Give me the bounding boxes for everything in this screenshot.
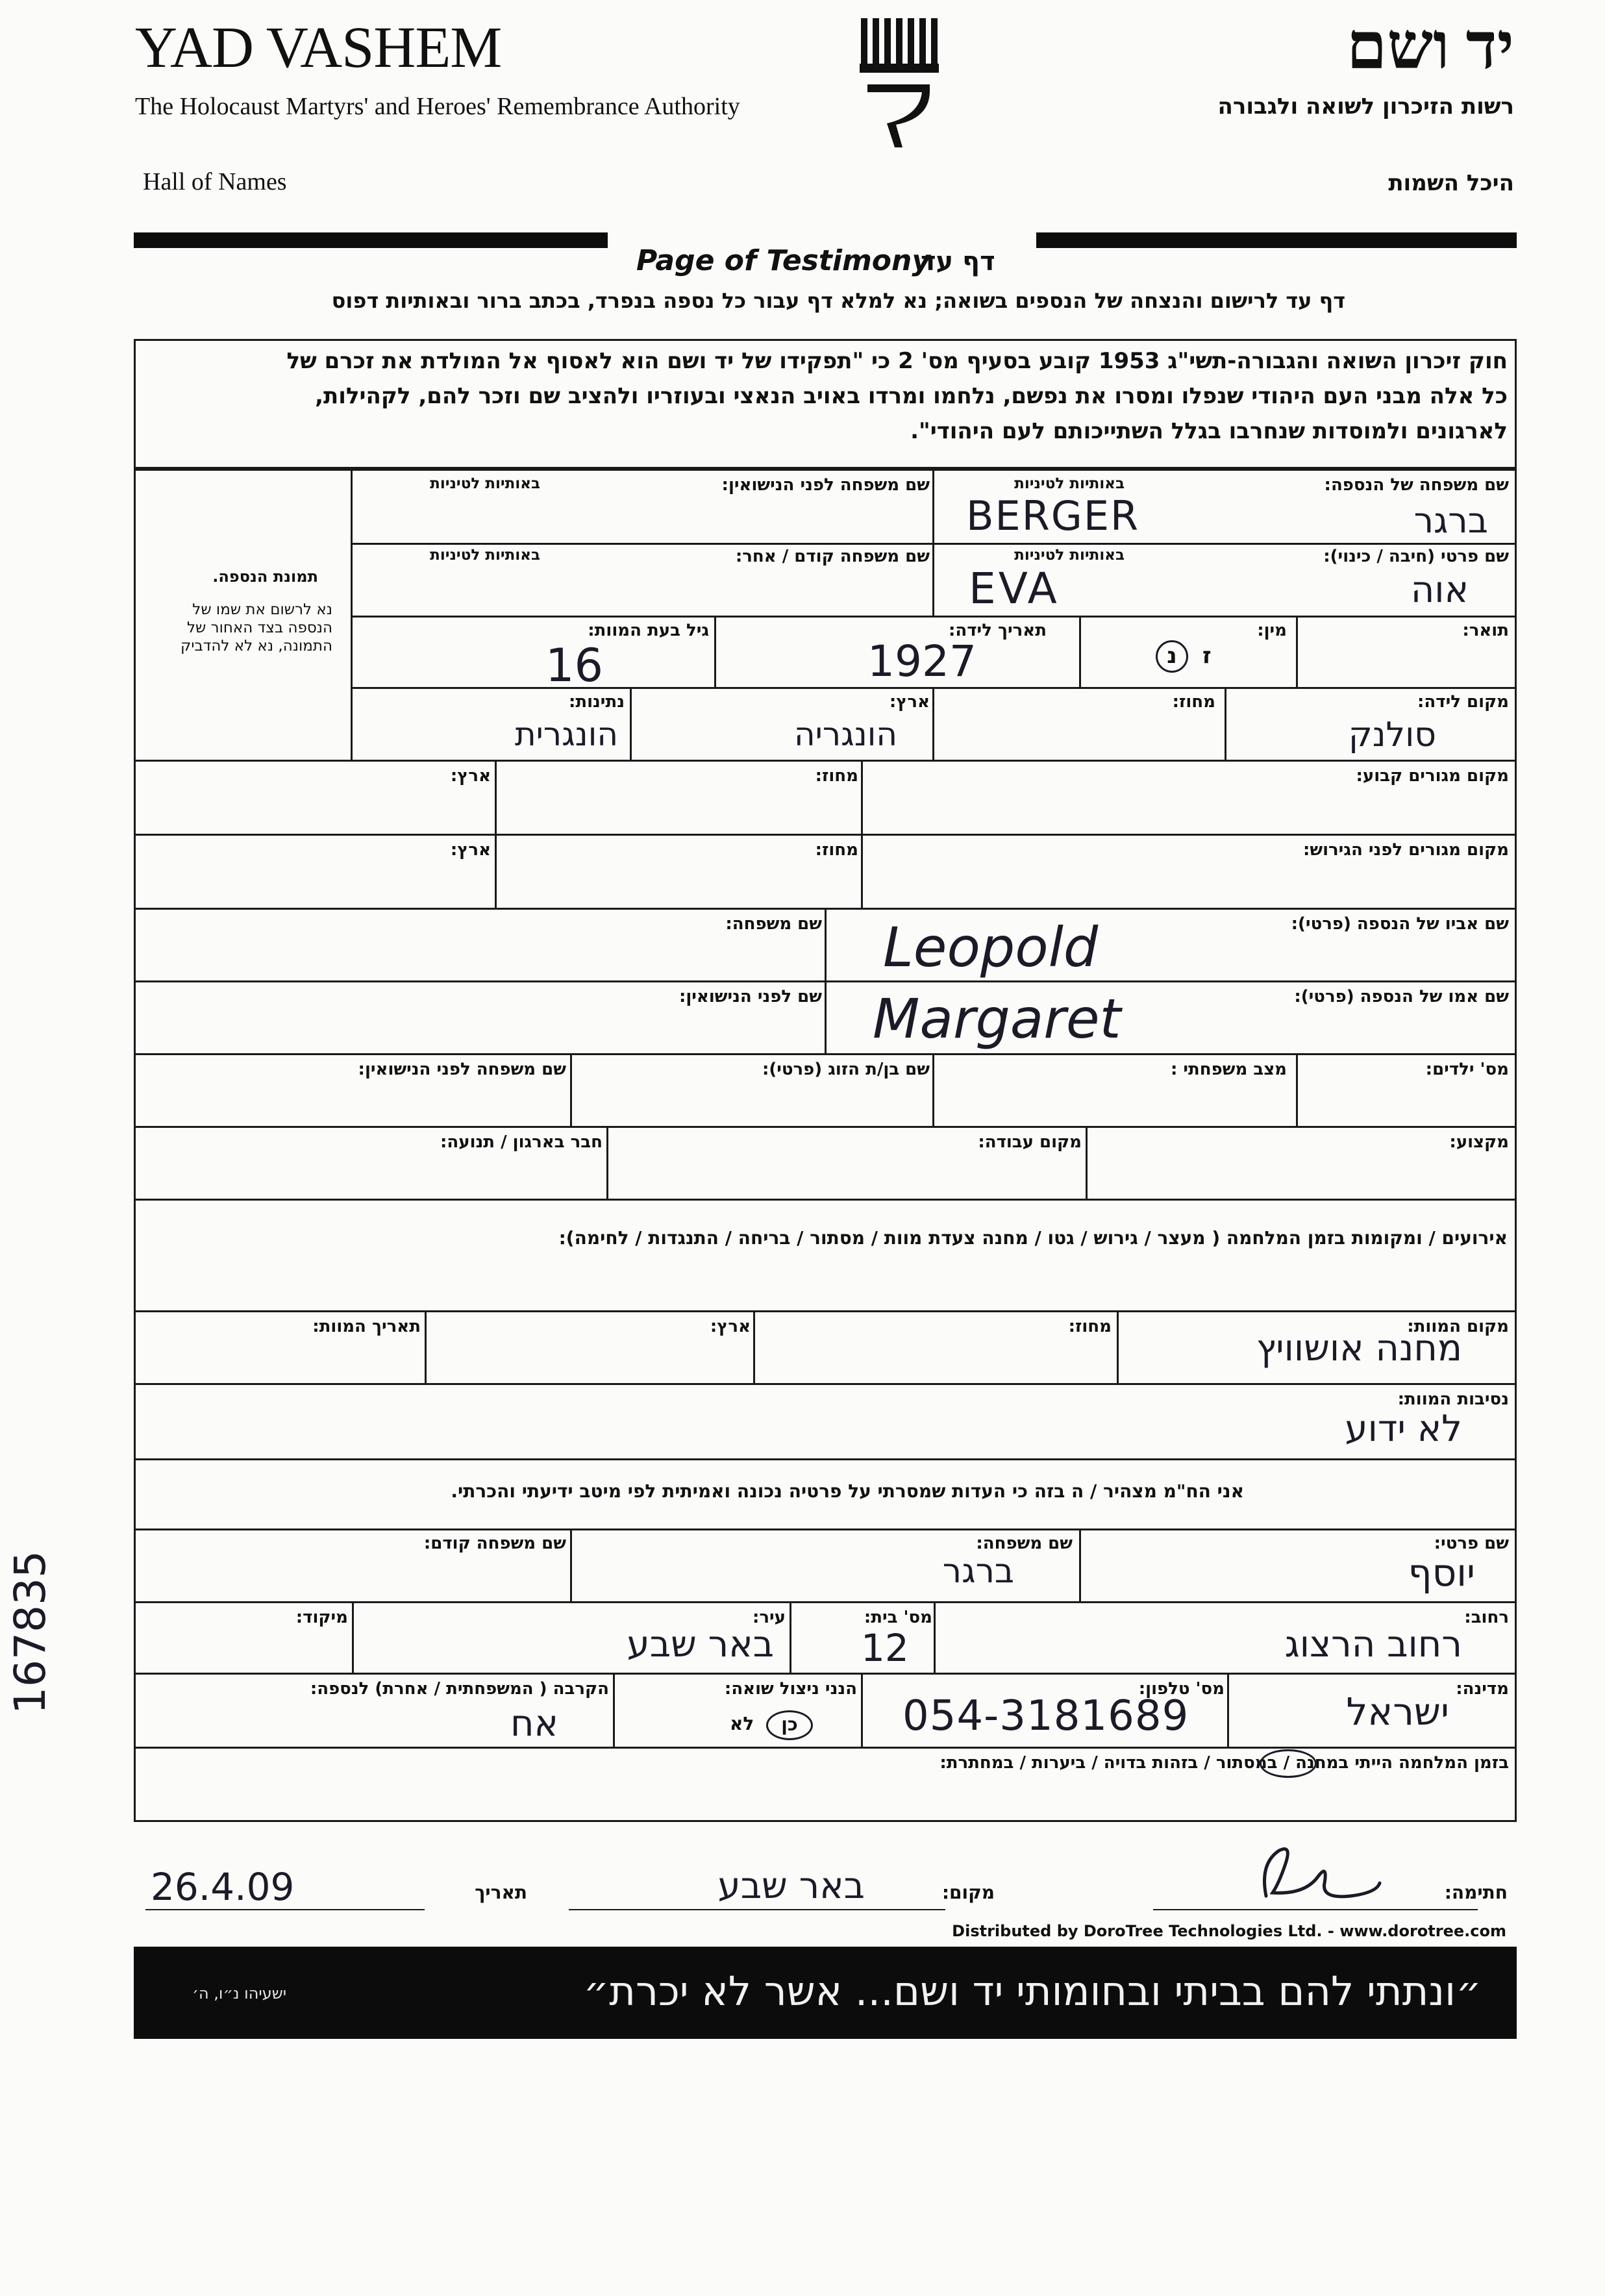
col-line [790,1601,791,1673]
death-circumstances-value[interactable]: לא ידוע [1345,1408,1462,1450]
submitter-prev-name-label: שם משפחה קודם: [423,1534,566,1553]
row-line [134,1199,1517,1201]
photo-box-note: התמונה, נא לא להדביק [180,638,332,655]
col-line [606,1126,608,1199]
col-line [861,760,863,908]
victim-surname-label: שם משפחה של הנספה: [1324,475,1509,495]
authority-name-en: The Holocaust Martyrs' and Heroes' Remembrance Authority [135,93,740,120]
org-name-en: YAD VASHEM [135,16,502,80]
age-at-death-value[interactable]: 16 [545,639,604,692]
col-line [932,1053,934,1126]
col-line [932,687,934,760]
first-name-label: שם פרטי (חיבה / כינוי): [1323,547,1509,566]
wartime-events-label: אירועים / ומקומות בזמן המלחמה ( מעצר / גירוש / גטו / מחנה צעדת מוות / מסתור / בריחה / התנגדות / לחימה): [558,1227,1508,1249]
death-place-label: מקום המוות: [1407,1317,1509,1336]
victim-surname-latin[interactable]: BERGER [966,492,1140,540]
row-line [134,1383,1517,1385]
page-title-he: דף עד [921,247,995,277]
hall-of-names-en: Hall of Names [143,168,287,195]
col-line [1079,616,1081,687]
latin-letters-label: באותיות לטיניות [1014,547,1125,564]
death-country-label: ארץ: [710,1317,751,1336]
state-label: מדינה: [1456,1679,1509,1699]
spouse-maiden-label: שם משפחה לפני הנישואין: [358,1060,566,1079]
col-line [613,1673,615,1747]
col-line [352,1601,354,1673]
law-text-line3: לארגונים ולמוסדות שנחרבו בגלל השתייכותם לעם היהודי". [910,418,1508,444]
victim-surname-he[interactable]: ברגר [1413,500,1488,541]
relation-label: הקרבה ( המשפחתית / אחרת) לנספה: [310,1679,609,1699]
city-value[interactable]: באר שבע [627,1623,774,1666]
gender-male-option[interactable]: ז [1202,643,1212,669]
col-line [934,1601,936,1673]
residence-before-label: מקום מגורים לפני הגירוש: [1302,840,1509,860]
signature-label: חתימה: [1444,1882,1508,1903]
sign-date-line [145,1909,425,1910]
submitter-first-name-value[interactable]: יוסף [1408,1551,1475,1595]
margin-archive-number: 167835 [5,1551,55,1714]
house-number-label: מס' בית: [864,1608,932,1627]
death-circumstances-label: נסיבות המוות: [1397,1390,1509,1409]
photo-box-note: נא לרשום את שמו של [192,601,332,618]
col-line [932,469,934,616]
submitter-family-value[interactable]: ברגר [942,1552,1014,1591]
workplace-label: מקום עבודה: [978,1132,1082,1152]
age-at-death-label: גיל בעת המוות: [588,621,709,640]
relation-value[interactable]: אח [510,1703,558,1745]
law-text-line2: כל אלה מבני העם היהודי שנפלו ומסרו את נפשם, נלחמו ומרדו באויב הנאצי ובעוזריו ולהציב שם וזכר להם, לקהילות, [315,383,1508,409]
col-line [1079,1529,1081,1601]
yad-vashem-logo [857,14,948,151]
submitter-family-label: שם משפחה: [976,1534,1073,1553]
phone-label: מס' טלפון: [1138,1679,1225,1699]
sign-date-value[interactable]: 26.4.09 [151,1865,295,1909]
hall-of-names-he: היכל השמות [1388,170,1514,196]
gender-label: מין: [1257,621,1287,640]
col-line [1117,1310,1119,1383]
col-line [1227,1673,1229,1747]
footer-verse: ״ונתתי להם בביתי ובחומותי יד ושם... אשר לא יכרת״ [583,1967,1482,2015]
death-place-value[interactable]: מחנה אושוויץ [1256,1327,1462,1369]
sign-date-label: תאריך [475,1882,527,1903]
sign-place-label: מקום: [941,1882,995,1903]
profession-label: מקצוע: [1449,1132,1509,1152]
state-value[interactable]: ישראל [1346,1690,1449,1734]
photo-box-note: הנספה בצד האחור של [186,619,332,636]
mother-maiden-label: שם לפני הנישואין: [678,987,822,1006]
org-name-he: יד ושם [1346,10,1514,82]
father-name-label: שם אביו של הנספה (פרטי): [1291,914,1509,934]
phone-value[interactable]: 054-3181689 [902,1692,1189,1740]
photo-box-title: תמונת הנספה. [212,568,318,586]
col-line [1086,1126,1088,1199]
signature-mark [1247,1838,1389,1909]
birth-date-label: תאריך לידה: [949,621,1047,640]
signature-line [1153,1909,1478,1910]
title-bar-right [1036,232,1517,248]
birth-year-value[interactable]: 1927 [867,636,977,686]
residence-country-label: ארץ: [450,766,491,786]
birth-country-label: ארץ: [889,692,930,712]
survivor-label: הנני ניצול שואה: [724,1679,857,1699]
birth-country-value[interactable]: הונגריה [794,716,897,753]
col-line [1296,1053,1298,1126]
birth-district-label: מחוז: [1172,692,1215,712]
first-name-latin[interactable]: EVA [969,564,1060,614]
page-title-en: Page of Testimony [636,244,931,277]
birth-place-value[interactable]: סולנק [1348,716,1436,755]
marital-status-label: מצב משפחתי : [1170,1060,1287,1079]
col-line [753,1310,755,1383]
residence-before-district-label: מחוז: [815,840,858,860]
row-line [134,760,1517,762]
distributor-credit: Distributed by DoroTree Technologies Ltd. - www.dorotree.com [952,1922,1506,1940]
war-time-label: בזמן המלחמה הייתי במחנה / במסתור / בזהות בדויה / ביערות / במחתרת: [939,1753,1509,1773]
row-line [134,1601,1517,1603]
nationality-value[interactable]: הונגרית [514,716,618,753]
street-label: רחוב: [1464,1608,1509,1627]
title-label: תואר: [1462,621,1509,640]
residence-before-country-label: ארץ: [450,840,491,860]
col-line [425,1310,427,1383]
row-line [134,1673,1517,1675]
col-line [630,687,632,760]
sign-place-value[interactable]: באר שבע [717,1865,865,1907]
law-text-line1: חוק זיכרון השואה והגבורה-תשי"ג 1953 קובע בסעיף מס' 2 כי "תפקידו של יד ושם הוא לאסוף אל המולדת את זכרם של [286,348,1508,374]
survivor-no-option[interactable]: לא [730,1713,754,1734]
city-label: עיר: [752,1608,786,1627]
row-line [351,616,1517,618]
residence-label: מקום מגורים קבוע: [1356,766,1509,786]
organization-label: חבר בארגון / תנועה: [440,1132,603,1152]
instructions-text: דף עד לרישום והנצחה של הנספים בשואה; נא למלא דף עבור כל נספה בנפרד, בכתב ברור ובאותיות דפוס [331,288,1345,313]
death-district-label: מחוז: [1068,1317,1112,1336]
latin-letters-label: באותיות לטיניות [430,475,540,492]
row-line [134,1458,1517,1460]
father-family-label: שם משפחה: [725,914,822,934]
birth-place-label: מקום לידה: [1417,692,1509,712]
row-line [134,1529,1517,1530]
spouse-name-label: שם בן/ת הזוג (פרטי): [762,1060,930,1079]
survivor-yes-option[interactable]: כן [766,1710,813,1740]
authority-name-he: רשות הזיכרון לשואה ולגבורה [1217,94,1514,119]
sign-place-line [569,1909,945,1910]
photo-box-border [351,469,353,760]
row-line [134,834,1517,836]
prev-name-label: שם משפחה קודם / אחר: [735,547,930,566]
house-number-value[interactable]: 12 [861,1626,909,1670]
mother-name-label: שם אמו של הנספה (פרטי): [1294,987,1509,1006]
col-line [825,908,827,1053]
latin-letters-label: באותיות לטיניות [1014,475,1125,492]
col-line [714,616,716,687]
row-line [134,1747,1517,1749]
war-time-camp-circle[interactable] [1260,1749,1317,1778]
latin-letters-label: באותיות לטיניות [430,547,540,564]
col-line [495,760,497,908]
first-name-he[interactable]: אוה [1410,569,1469,611]
submitter-first-name-label: שם פרטי: [1434,1534,1509,1553]
col-line [1296,616,1298,687]
title-bar-left [134,232,608,248]
zip-label: מיקוד: [295,1608,348,1627]
col-line [1225,687,1226,760]
residence-district-label: מחוז: [815,766,858,786]
col-line [570,1529,572,1601]
footer-verse-reference: ישעיהו נ״ו, ה׳ [192,1984,287,2003]
mother-name-value[interactable]: Margaret [873,987,1121,1051]
gender-female-option[interactable]: נ [1156,640,1188,673]
declaration-text: אני הח"מ מצהיר / ה בזה כי העדות שמסרתי על פרטיה נכונה ואמיתית לפי מיטב ידיעתי והכרתי. [451,1480,1244,1502]
street-value[interactable]: רחוב הרצוג [1284,1623,1462,1666]
row-line [134,1126,1517,1128]
maiden-name-label: שם משפחה לפני הנישואין: [721,475,930,495]
col-line [570,1053,572,1126]
father-name-value[interactable]: Leopold [883,916,1099,979]
death-date-label: תאריך המוות: [312,1317,421,1336]
row-line [134,1310,1517,1312]
nationality-label: נתינות: [568,692,625,712]
children-label: מס' ילדים: [1425,1060,1509,1079]
col-line [861,1673,863,1747]
row-line [134,1053,1517,1055]
